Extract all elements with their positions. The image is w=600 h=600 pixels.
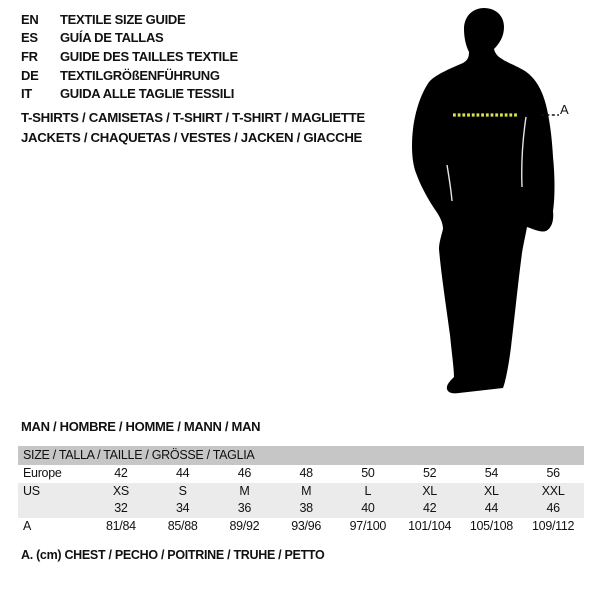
section-title-man: MAN / HOMBRE / HOMME / MANN / MAN xyxy=(21,419,261,434)
language-code: ES xyxy=(21,30,38,46)
table-row xyxy=(18,483,584,501)
size-value: XS xyxy=(112,483,129,498)
size-value: 44 xyxy=(175,466,190,480)
size-value: XL xyxy=(484,483,499,498)
size-value: 34 xyxy=(175,501,190,515)
size-value: L xyxy=(364,483,372,498)
language-label: GUIDE DES TAILLES TEXTILE xyxy=(60,48,238,64)
size-value: S xyxy=(178,483,187,498)
size-value: 50 xyxy=(361,466,375,480)
language-label: TEXTILE SIZE GUIDE xyxy=(60,11,186,27)
language-label: GUIDA ALLE TAGLIE TESSILI xyxy=(60,86,235,102)
size-value: 40 xyxy=(361,501,375,515)
size-value: 42 xyxy=(114,466,128,480)
language-code: IT xyxy=(21,86,32,102)
language-row xyxy=(21,84,238,103)
size-value: 32 xyxy=(114,501,128,515)
language-row xyxy=(21,47,238,66)
size-value: 56 xyxy=(546,466,560,480)
category-lines xyxy=(21,108,365,148)
size-value: 46 xyxy=(237,466,252,480)
size-value: 46 xyxy=(546,501,560,515)
language-list xyxy=(21,10,238,103)
language-label: TEXTILGRÖßENFÜHRUNG xyxy=(60,67,220,83)
size-value: XL xyxy=(422,483,437,498)
row-label: A xyxy=(23,518,32,533)
category-line-jackets: JACKETS / CHAQUETAS / VESTES / JACKEN / GIACCHE xyxy=(21,130,363,145)
measure-label-a: A xyxy=(560,102,569,117)
size-table-body xyxy=(18,465,584,535)
size-value: 44 xyxy=(484,501,499,515)
man-silhouette xyxy=(405,5,565,400)
size-value: XXL xyxy=(541,483,565,498)
size-value: 81/84 xyxy=(105,518,136,533)
size-value: 105/108 xyxy=(469,518,513,533)
size-value: 109/112 xyxy=(532,518,575,533)
row-label: US xyxy=(23,483,40,498)
language-row xyxy=(21,66,238,85)
size-value: 101/104 xyxy=(408,518,452,533)
size-value: 48 xyxy=(299,466,313,480)
size-value: 93/96 xyxy=(291,518,322,533)
language-code: FR xyxy=(21,48,38,64)
language-row xyxy=(21,10,238,29)
chest-footnote: A. (cm) CHEST / PECHO / POITRINE / TRUHE / PETTO xyxy=(21,548,325,562)
size-value: M xyxy=(239,483,250,498)
size-value: 89/92 xyxy=(229,518,260,533)
row-label xyxy=(18,500,90,518)
size-value: 42 xyxy=(422,501,437,515)
size-value: 52 xyxy=(422,466,437,480)
size-value: 54 xyxy=(484,466,499,480)
language-row xyxy=(21,29,238,48)
size-value: 38 xyxy=(299,501,313,515)
language-code: EN xyxy=(21,11,39,27)
size-value: 36 xyxy=(237,501,252,515)
table-row xyxy=(18,500,584,518)
table-row xyxy=(18,465,584,483)
size-value: 97/100 xyxy=(349,518,387,533)
language-code: DE xyxy=(21,67,39,83)
size-table-header: SIZE / TALLA / TAILLE / GRÖSSE / TAGLIA xyxy=(18,446,584,465)
size-value: M xyxy=(301,483,312,498)
table-row xyxy=(18,518,584,536)
size-table xyxy=(18,446,584,535)
size-value: 85/88 xyxy=(167,518,198,533)
language-label: GUÍA DE TALLAS xyxy=(60,30,164,46)
category-line-tshirts: T-SHIRTS / CAMISETAS / T-SHIRT / T-SHIRT / MAGLIETTE xyxy=(21,110,365,125)
row-label: Europe xyxy=(23,466,62,480)
